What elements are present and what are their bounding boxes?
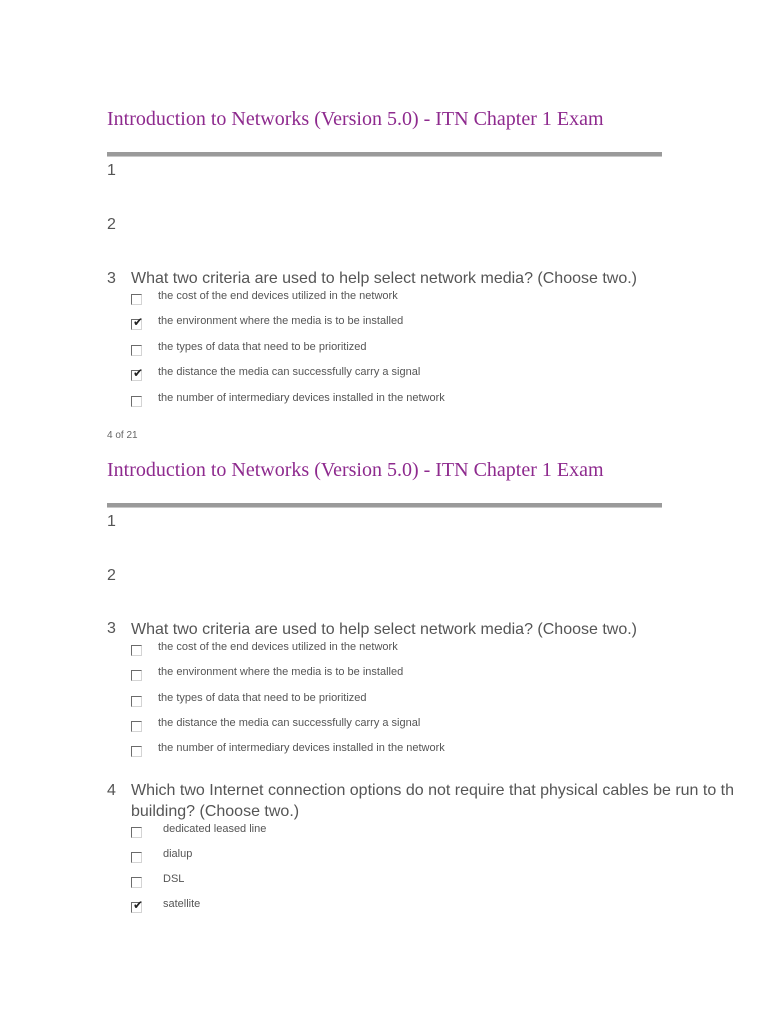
- question-number: 4: [107, 782, 116, 799]
- question-number: 1: [107, 513, 116, 530]
- question-text-continued: building? (Choose two.): [131, 803, 300, 820]
- option-label: DSL: [163, 873, 185, 885]
- question-number: 3: [107, 270, 116, 287]
- checkbox[interactable]: [131, 366, 144, 381]
- option-label: the distance the media can successfully carry a signal: [158, 717, 421, 729]
- checkbox[interactable]: [131, 396, 142, 407]
- question-number: 2: [107, 567, 116, 584]
- option-label: the environment where the media is to be installed: [158, 315, 404, 327]
- option-label: the types of data that need to be prioritized: [158, 692, 367, 704]
- question-text: What two criteria are used to help select network media? (Choose two.): [131, 621, 638, 638]
- question-number: 1: [107, 162, 116, 179]
- title-divider: [107, 152, 662, 157]
- checkmark-icon: ✔: [133, 366, 144, 380]
- checkmark-icon: ✔: [133, 898, 144, 912]
- checkbox[interactable]: [131, 670, 142, 681]
- option-label: the number of intermediary devices installed in the network: [158, 742, 445, 754]
- option-label: the cost of the end devices utilized in the network: [158, 641, 398, 653]
- checkbox[interactable]: [131, 294, 142, 305]
- checkbox[interactable]: [131, 345, 142, 356]
- checkbox[interactable]: [131, 315, 144, 330]
- checkbox[interactable]: [131, 898, 144, 913]
- checkmark-icon: ✔: [133, 315, 144, 329]
- option-label: the cost of the end devices utilized in the network: [158, 290, 398, 302]
- option-label: the environment where the media is to be installed: [158, 666, 404, 678]
- checkbox[interactable]: [131, 721, 142, 732]
- question-number: 2: [107, 216, 116, 233]
- checkbox[interactable]: [131, 827, 142, 838]
- question-text: What two criteria are used to help select network media? (Choose two.): [131, 270, 638, 287]
- option-label: the distance the media can successfully carry a signal: [158, 366, 421, 378]
- question-number: 3: [107, 620, 116, 637]
- checkbox[interactable]: [131, 877, 142, 888]
- checkbox[interactable]: [131, 696, 142, 707]
- page-title: Introduction to Networks (Version 5.0) - ITN Chapter 1 Exam: [107, 459, 604, 481]
- checkbox[interactable]: [131, 645, 142, 656]
- checkbox[interactable]: [131, 746, 142, 757]
- title-divider: [107, 503, 662, 508]
- option-label: dedicated leased line: [163, 823, 267, 835]
- option-label: the number of intermediary devices installed in the network: [158, 392, 445, 404]
- question-text: Which two Internet connection options do not require that physical cables be run to th: [131, 782, 735, 799]
- checkbox[interactable]: [131, 852, 142, 863]
- option-label: dialup: [163, 848, 193, 860]
- option-label: satellite: [163, 898, 201, 910]
- page-title: Introduction to Networks (Version 5.0) - ITN Chapter 1 Exam: [107, 108, 604, 130]
- option-label: the types of data that need to be prioritized: [158, 341, 367, 353]
- page-counter: 4 of 21: [107, 430, 138, 441]
